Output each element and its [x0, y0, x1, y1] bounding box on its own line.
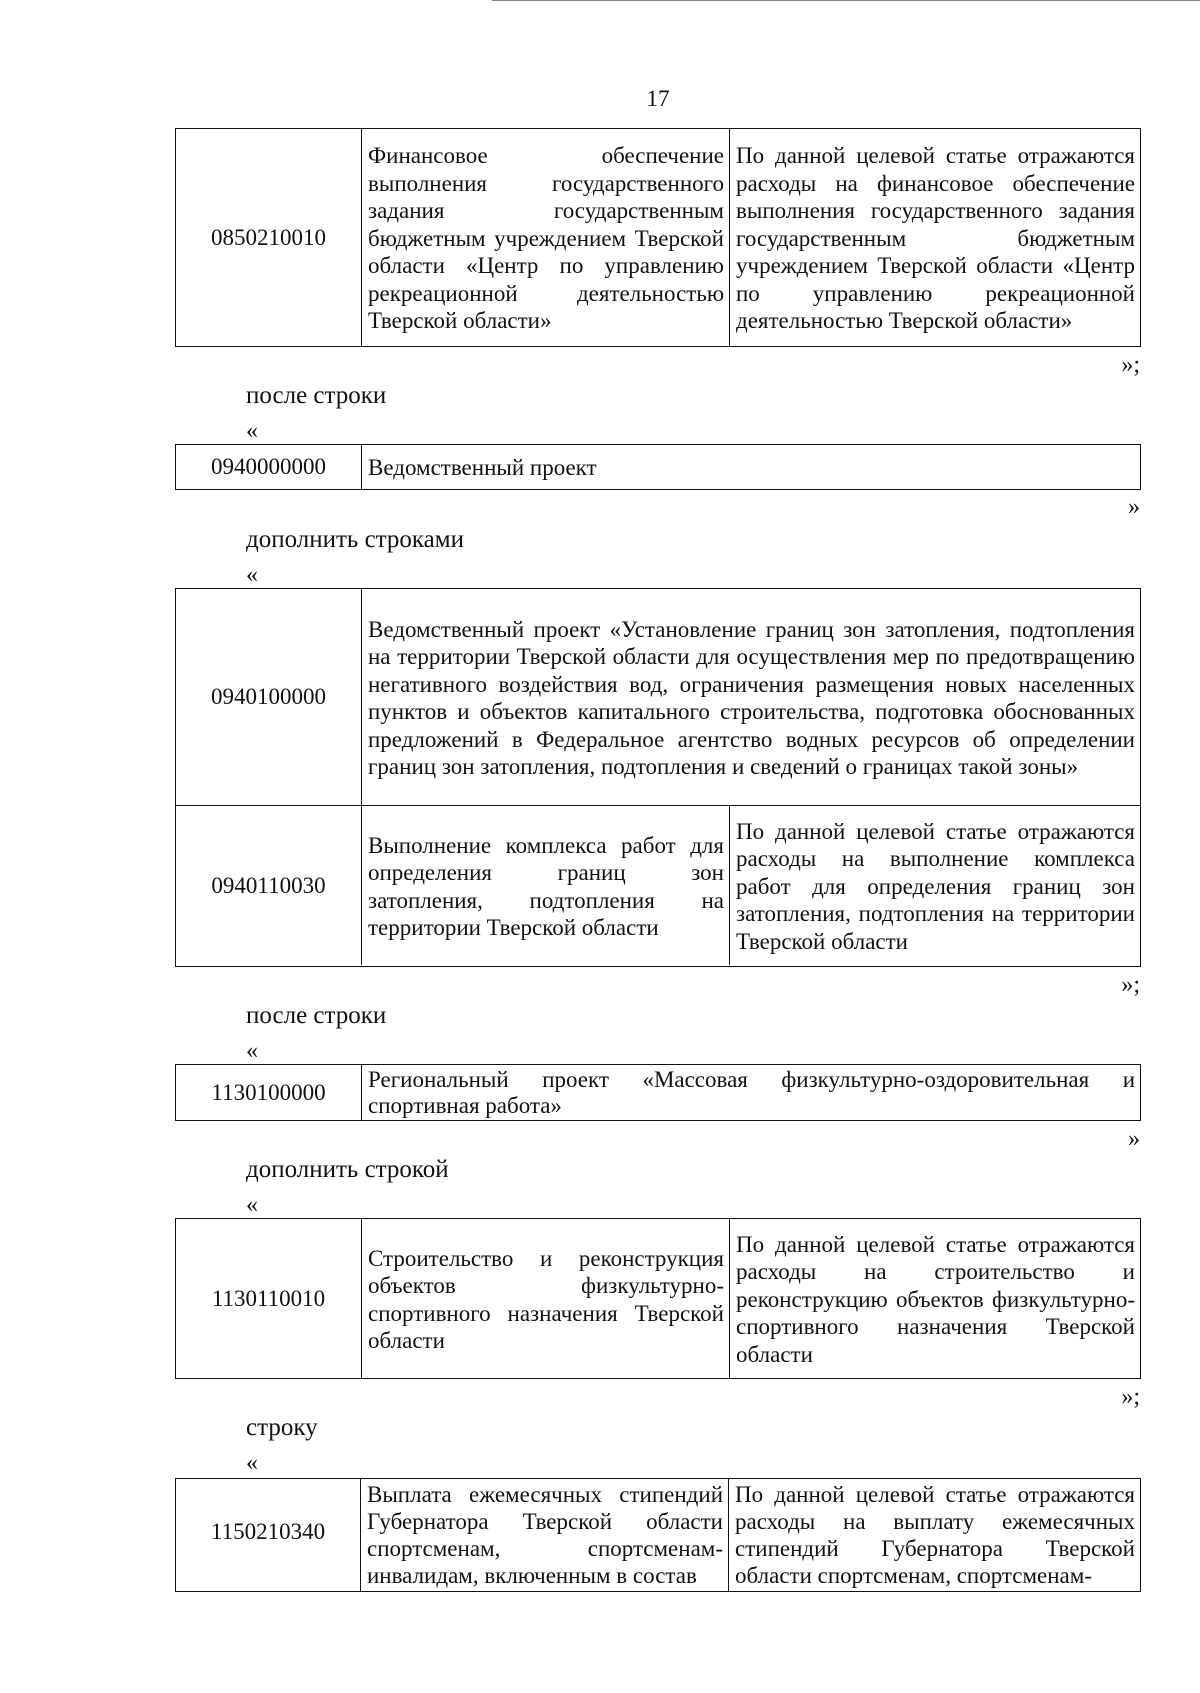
row-code: 1130110010: [176, 1219, 362, 1378]
row-name: Региональный проект «Массовая физкультурно-оздоровительная и спортивная работа»: [368, 1066, 1135, 1118]
budget-row-1150210340: [175, 1478, 1141, 1592]
row-name: Ведомственный проект: [368, 455, 597, 481]
budget-row-1130110010: [175, 1218, 1141, 1379]
row-code: 0940100000: [176, 589, 362, 805]
top-border-line: [492, 0, 1200, 1]
instruction-text: дополнить строкой: [246, 1156, 449, 1183]
row-code: 0850210010: [176, 129, 362, 346]
instruction-text: строку: [246, 1414, 318, 1441]
closing-quote: »: [1128, 494, 1140, 520]
closing-quote: »: [1128, 1126, 1140, 1152]
opening-quote: «: [246, 1038, 258, 1064]
opening-quote: «: [246, 1450, 258, 1476]
opening-quote: «: [246, 418, 258, 444]
opening-quote: «: [246, 562, 258, 588]
budget-row-0850210010: [175, 128, 1141, 347]
instruction-text: после строки: [246, 382, 387, 409]
row-description: По данной целевой статье отражаются расходы на финансовое обеспечение выполнения государственного задания государственным бюджетным учреждением Тверской области «Центр по управлению рекреационной деятельностью Тверской области»: [736, 143, 1135, 334]
closing-quote: »;: [1121, 1384, 1140, 1410]
row-code: 1150210340: [176, 1479, 361, 1591]
row-name: Выплата ежемесячных стипендий Губернатора Тверской области спортсменам, спортсменам-инвалидам, включенным в состав: [361, 1479, 729, 1591]
budget-rows-0940100000: [175, 588, 1141, 967]
instruction-text: дополнить строками: [246, 526, 464, 553]
row-code: 0940000000: [176, 445, 362, 489]
row-description: По данной целевой статье отражаются расходы на выполнение комплекса работ для определения границ зон затопления, подтопления на территории Тверской области: [736, 818, 1135, 954]
closing-quote: »;: [1121, 352, 1140, 378]
row-code: 0940110030: [176, 806, 362, 965]
closing-quote: »;: [1121, 972, 1140, 998]
table-row: [176, 805, 1140, 965]
budget-row-1130100000: [175, 1064, 1141, 1121]
row-code: 1130100000: [176, 1065, 362, 1120]
row-name: Выполнение комплекса работ для определения границ зон затопления, подтопления на территории Тверской области: [362, 806, 730, 965]
instruction-text: после строки: [246, 1002, 387, 1029]
row-name: Строительство и реконструкция объектов физкультурно-спортивного назначения Тверской области: [362, 1219, 730, 1378]
row-name: Финансовое обеспечение выполнения государственного задания государственным бюджетным учреждением Тверской области «Центр по управлению рекреационной деятельностью Тверской области»: [362, 129, 730, 346]
row-description: По данной целевой статье отражаются расходы на строительство и реконструкцию объектов физкультурно-спортивного назначения Тверской области: [736, 1231, 1135, 1367]
page-number: 17: [646, 86, 670, 111]
opening-quote: «: [246, 1192, 258, 1218]
row-name: Ведомственный проект «Установление границ зон затопления, подтопления на территории Тверской области для осуществления мер по предотвращению негативного воздействия вод, ограничения размещения новых населенных пунктов и объектов капитального строительства, подготовка обоснованных предложений в Федеральное агентство водных ресурсов об определении границ зон затопления, подтопления и сведений о границах такой зоны»: [368, 616, 1135, 779]
table-row: [176, 589, 1140, 805]
budget-row-0940000000: [175, 444, 1141, 490]
row-description: По данной целевой статье отражаются расходы на выплату ежемесячных стипендий Губернатора Тверской области спортсменам, спортсменам-: [735, 1482, 1135, 1588]
